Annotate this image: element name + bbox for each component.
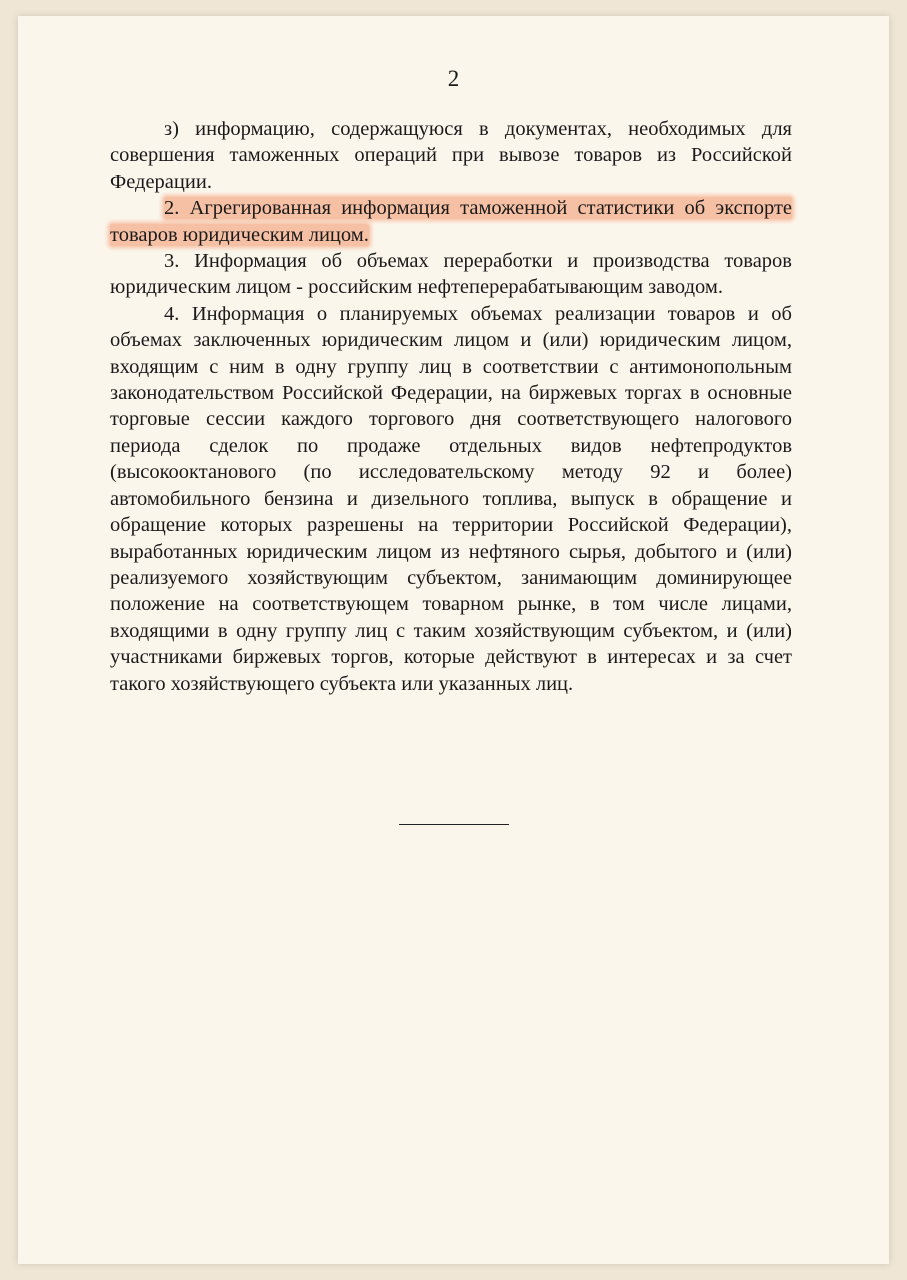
paragraph-3 xyxy=(110,248,792,301)
paragraph-2-highlighted-text: 2. Агрегированная информация таможенной статистики об экспорте товаров юридическим лицом. xyxy=(110,197,792,246)
paragraph-3-text: 3. Информация об объемах переработки и производства товаров юридическим лицом - российским нефтеперерабатывающим заводом. xyxy=(110,250,792,299)
end-of-document-rule xyxy=(399,824,509,825)
paragraph-z xyxy=(110,116,792,195)
page-number: 2 xyxy=(447,66,460,91)
paragraph-4-text: 4. Информация о планируемых объемах реализации товаров и об объемах заключенных юридическим лицом и (или) юридическим лицом, входящим с ним в одну группу лиц в соответствии с антимонопольным законодательством Российской Федерации, на биржевых торгах в основные торговые сессии каждого торгового дня соответствующего налогового периода сделок по продаже отдельных видов нефтепродуктов (высокооктанового (по исследовательскому методу 92 и более) автомобильного бензина и дизельного топлива, выпуск в обращение и обращение которых разрешены на территории Российской Федерации), выработанных юридическим лицом из нефтяного сырья, добытого и (или) реализуемого хозяйствующим субъектом, занимающим доминирующее положение на соответствующем товарном рынке, в том числе лицами, входящими в одну группу лиц с таким хозяйствующим субъектом, и (или) участниками биржевых торгов, которые действуют в интересах и за счет такого хозяйствующего субъекта или указанных лиц. xyxy=(110,302,792,695)
paragraph-4 xyxy=(110,301,792,697)
paragraph-z-text: з) информацию, содержащуюся в документах, необходимых для совершения таможенных операций при вывозе товаров из Российской Федерации. xyxy=(110,118,792,193)
document-page xyxy=(18,16,889,1264)
paragraph-2 xyxy=(110,195,792,248)
document-body xyxy=(110,116,792,697)
